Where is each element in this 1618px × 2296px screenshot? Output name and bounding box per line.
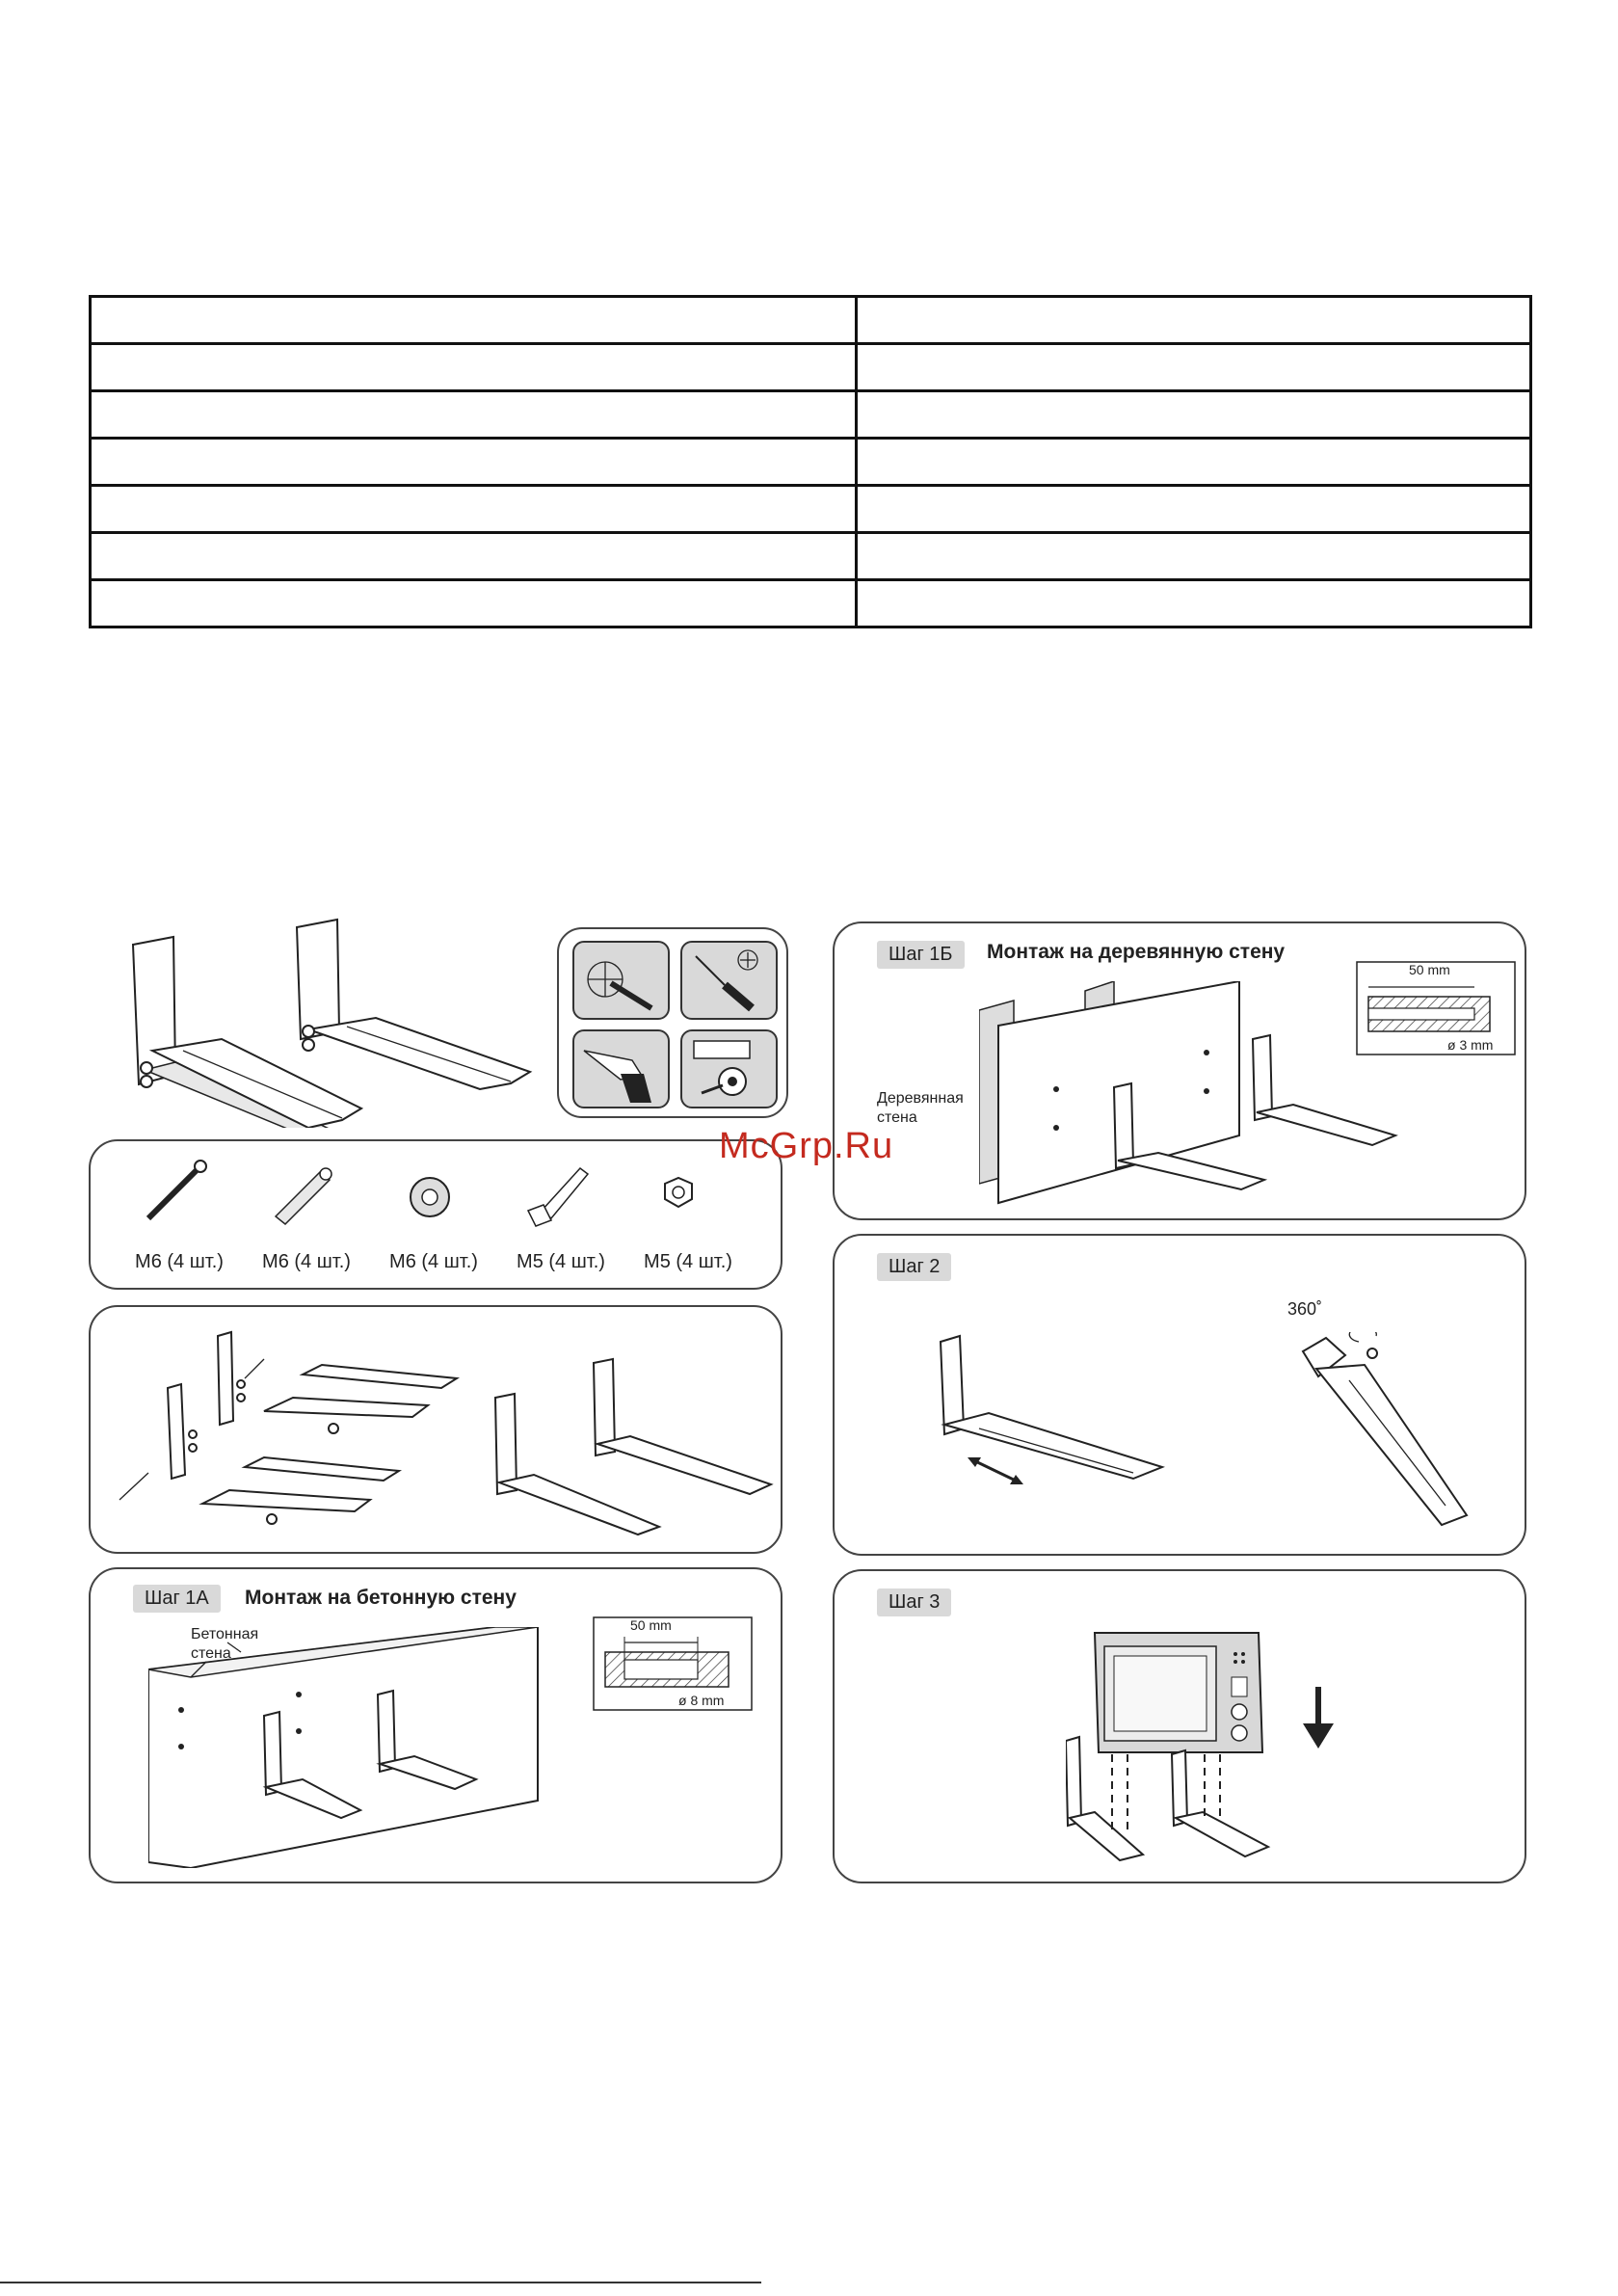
down-arrow-icon	[1303, 1687, 1334, 1749]
spec-table	[89, 295, 1532, 628]
table-row	[91, 533, 1531, 580]
footer-divider	[0, 2282, 761, 2283]
part-label-nut: M5 (4 шт.)	[644, 1251, 732, 1272]
nut-icon	[665, 1178, 692, 1207]
step1b-wall-label-1: Деревянная	[877, 1090, 964, 1107]
table-cell	[91, 344, 857, 391]
table-cell	[91, 486, 857, 533]
extendable-bracket	[941, 1336, 1162, 1479]
step2-rotation-label: 360˚	[1287, 1299, 1323, 1319]
washer-icon	[411, 1178, 449, 1216]
table-cell	[91, 297, 857, 344]
step1b-dim-length: 50 mm	[1409, 962, 1450, 977]
table-row	[91, 580, 1531, 627]
table-cell	[91, 439, 857, 486]
bolt-icon	[528, 1168, 588, 1226]
tape-level-icon	[680, 1029, 778, 1108]
part-label-screw: M6 (4 шт.)	[135, 1251, 224, 1272]
table-row	[91, 297, 1531, 344]
concrete-wall-illustration	[148, 1627, 592, 1868]
table-cell	[91, 533, 857, 580]
part-label-bolt: M5 (4 шт.)	[517, 1251, 605, 1272]
step3-tag: Шаг 3	[877, 1589, 951, 1616]
step1a-tag: Шаг 1А	[133, 1585, 221, 1613]
parts-icons	[139, 1155, 717, 1232]
drill-icon	[572, 1029, 670, 1108]
mounted-brackets	[1066, 1737, 1268, 1860]
table-cell	[857, 580, 1531, 627]
step1a-wall-label-1: Бетонная	[191, 1626, 259, 1642]
table-cell	[91, 580, 857, 627]
screwdriver-icon	[680, 941, 778, 1020]
table-row	[91, 486, 1531, 533]
brackets-illustration	[116, 916, 540, 1128]
step1b-panel	[833, 921, 1526, 1220]
step2-tag: Шаг 2	[877, 1253, 951, 1281]
table-row	[91, 391, 1531, 439]
assembly-illustration	[110, 1321, 775, 1542]
step2-illustration	[921, 1332, 1490, 1535]
table-cell	[857, 391, 1531, 439]
table-cell	[91, 391, 857, 439]
tools-panel	[557, 927, 788, 1118]
step3-illustration	[1066, 1629, 1471, 1870]
assembly-panel	[89, 1305, 782, 1554]
step1a-dim-diameter: ø 8 mm	[678, 1693, 725, 1708]
step1a-panel	[89, 1567, 782, 1883]
table-cell	[857, 486, 1531, 533]
pencil-tool-icon	[572, 941, 670, 1020]
step1b-dim-diameter: ø 3 mm	[1447, 1037, 1494, 1053]
parts-panel	[89, 1139, 782, 1290]
step1b-title: Монтаж на деревянную стену	[987, 941, 1286, 963]
part-label-wall-plug: M6 (4 шт.)	[262, 1251, 351, 1272]
screw-icon	[148, 1161, 206, 1218]
step1a-title: Монтаж на бетонную стену	[245, 1587, 517, 1609]
table-cell	[857, 344, 1531, 391]
step2-panel	[833, 1234, 1526, 1556]
step1a-dim-length: 50 mm	[630, 1617, 672, 1633]
step1a-wall-label-2: стена	[191, 1645, 231, 1662]
step1b-wall-label-2: стена	[877, 1109, 917, 1126]
table-cell	[857, 439, 1531, 486]
table-cell	[857, 533, 1531, 580]
concrete-drill-diagram	[592, 1615, 756, 1712]
double-arrow-icon	[968, 1457, 1023, 1484]
watermark: McGrp.Ru	[719, 1126, 894, 1166]
rotating-bracket	[1303, 1332, 1467, 1525]
part-label-washer: M6 (4 шт.)	[389, 1251, 478, 1272]
step3-panel	[833, 1569, 1526, 1883]
table-cell	[857, 297, 1531, 344]
bracket-right	[297, 920, 530, 1089]
step1b-tag: Шаг 1Б	[877, 941, 965, 969]
table-row	[91, 439, 1531, 486]
wall-plug-icon	[276, 1168, 332, 1224]
table-row	[91, 344, 1531, 391]
microwave-icon	[1095, 1633, 1262, 1752]
